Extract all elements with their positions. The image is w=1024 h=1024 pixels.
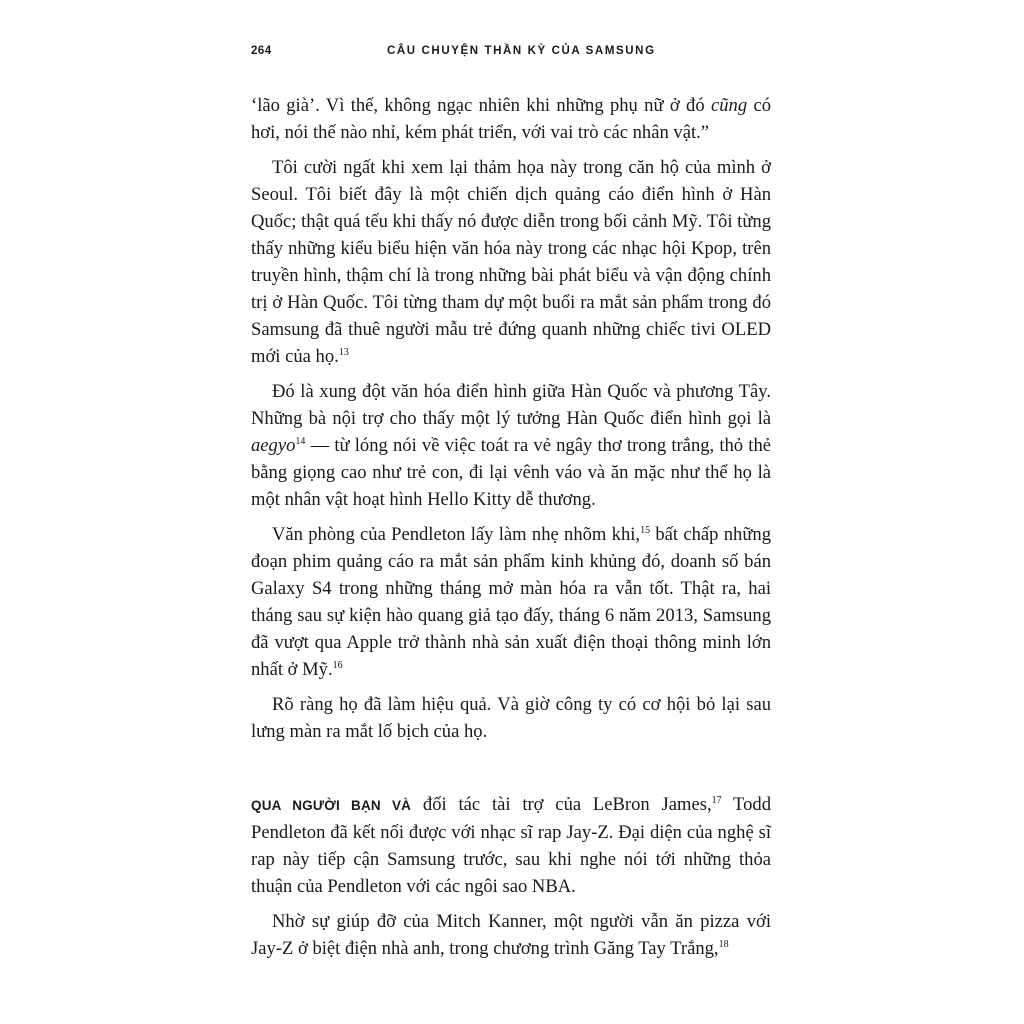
- footnote-ref-17: 17: [711, 794, 722, 806]
- paragraph-3: [251, 378, 771, 513]
- paragraph-text: — từ lóng nói về việc toát ra vẻ ngây thơ trong trắng, thỏ thẻ bằng giọng cao như trẻ con, đi lại vênh váo và ăn mặc như thể họ là một nhân vật hoạt hình Hello Kitty dễ thương.: [251, 435, 771, 510]
- footnote-ref-15: 15: [640, 524, 651, 536]
- paragraph-text: Tôi cười ngất khi xem lại thảm họa này trong căn hộ của mình ở Seoul. Tôi biết đây là một chiến dịch quảng cáo điển hình ở Hàn Quốc; thật quá tếu khi thấy nó được diễn trong bối cảnh Mỹ. Tôi từng thấy những kiểu biểu hiện văn hóa này trong các nhạc hội Kpop, trên truyền hình, thậm chí là trong những bài phát biểu và vận động chính trị ở Hàn Quốc. Tôi từng tham dự một buổi ra mắt sản phẩm trong đó Samsung đã thuê người mẫu trẻ đứng quanh những chiếc tivi OLED mới của họ.: [251, 157, 771, 367]
- paragraph-text: Todd Pendleton đã kết nối được với nhạc sĩ rap Jay-Z. Đại diện của nghệ sĩ rap này tiếp cận Samsung trước, sau khi nghe nói tới những thỏa thuận của Pendleton với các ngôi sao NBA.: [251, 794, 772, 897]
- footnote-ref-14: 14: [295, 435, 306, 447]
- paragraph-text: Nhờ sự giúp đỡ của Mitch Kanner, một người vẫn ăn pizza với Jay-Z ở biệt điện nhà anh, trong chương trình Găng Tay Trắng,: [251, 911, 771, 959]
- book-page: [251, 0, 771, 1024]
- paragraph-1: [251, 92, 771, 146]
- paragraph-text: đối tác tài trợ của LeBron James,: [411, 794, 712, 815]
- footnote-ref-16: 16: [332, 659, 343, 671]
- paragraph-6: [251, 791, 771, 900]
- paragraph-4: [251, 521, 771, 683]
- paragraph-5: [251, 691, 771, 745]
- book-title: CÂU CHUYỆN THẦN KỲ CỦA SAMSUNG: [387, 45, 656, 57]
- footnote-ref-13: 13: [338, 346, 349, 358]
- paragraph-2: [251, 154, 771, 370]
- running-head: [251, 45, 771, 61]
- paragraph-text: ‘lão già’. Vì thế, không ngạc nhiên khi những phụ nữ ở đó: [251, 95, 711, 116]
- paragraph-text: có hơi, nói thế nào nhỉ, kém phát triển, với vai trò các nhân vật.”: [251, 95, 772, 143]
- paragraph-text: bất chấp những đoạn phim quảng cáo ra mắt sản phẩm kinh khủng đó, doanh số bán Galaxy S4 trong những tháng mở màn hóa ra vẫn tốt. Thật ra, hai tháng sau sự kiện hào quang giả tạo đấy, tháng 6 năm 2013, Samsung đã vượt qua Apple trở thành nhà sản xuất điện thoại thông minh lớn nhất ở Mỹ.: [251, 524, 771, 680]
- footnote-ref-18: 18: [718, 938, 729, 950]
- page-number: 264: [251, 45, 272, 57]
- paragraph-text: Văn phòng của Pendleton lấy làm nhẹ nhõm khi,: [272, 524, 641, 545]
- paragraph-text: Rõ ràng họ đã làm hiệu quả. Và giờ công ty có cơ hội bỏ lại sau lưng màn ra mắt lố bịch của họ.: [251, 694, 771, 742]
- section-lead-in: QUA NGƯỜI BẠN VÀ: [251, 798, 412, 813]
- emphasis-text: aegyo: [251, 435, 296, 456]
- body-text: [251, 92, 771, 970]
- emphasis-text: cũng: [710, 95, 748, 116]
- paragraph-text: Đó là xung đột văn hóa điển hình giữa Hàn Quốc và phương Tây. Những bà nội trợ cho thấy một lý tưởng Hàn Quốc điển hình gọi là: [251, 381, 771, 429]
- paragraph-7: [251, 908, 771, 962]
